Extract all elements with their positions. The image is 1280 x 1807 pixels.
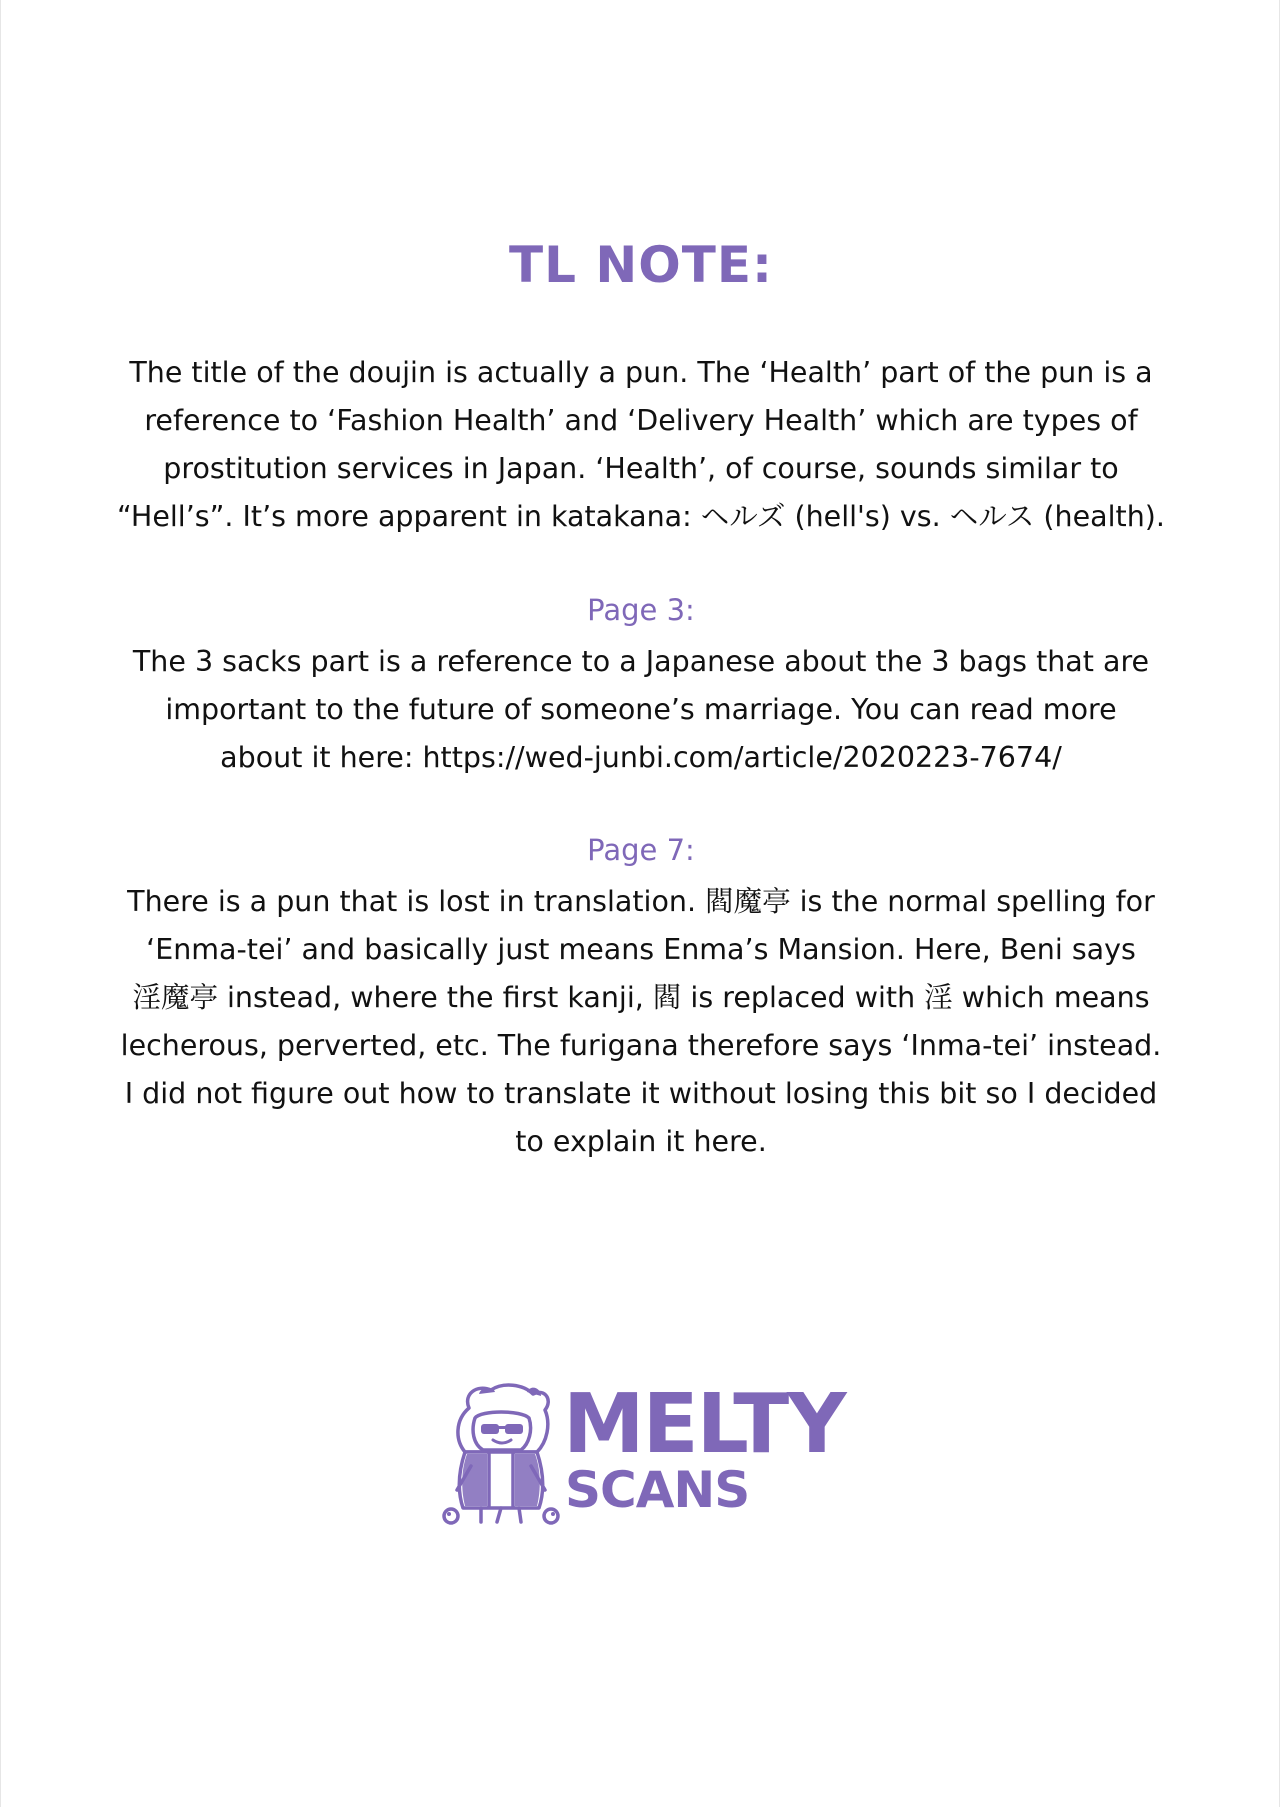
intro-line: “Hell’s”. It’s more apparent in katakana: ヘルズ (hell's) vs. ヘルス (health). xyxy=(117,500,1165,533)
page-7-line: There is a pun that is lost in translation. 閻魔亭 is the normal spelling for xyxy=(127,885,1155,918)
page-3-line: about it here: https://wed-junbi.com/article/2020223-7674/ xyxy=(220,741,1062,774)
page-7-line: ‘Enma-tei’ and basically just means Enma’s Mansion. Here, Beni says xyxy=(146,933,1136,966)
melty-scans-logo xyxy=(441,1377,845,1530)
intro-paragraph xyxy=(81,349,1201,541)
logo-scans-text: SCANS xyxy=(565,1461,750,1519)
page-7-heading: Page 7: xyxy=(587,833,695,867)
intro-line: The title of the doujin is actually a pun. The ‘Health’ part of the pun is a xyxy=(129,356,1153,389)
page-7-line: to explain it here. xyxy=(515,1125,767,1158)
intro-line: reference to ‘Fashion Health’ and ‘Delivery Health’ which are types of xyxy=(144,404,1138,437)
page-7-line: 淫魔亭 instead, where the first kanji, 閻 is replaced with 淫 which means xyxy=(132,981,1150,1014)
page-3-heading: Page 3: xyxy=(587,593,695,627)
page-3-line: important to the future of someone’s marriage. You can read more xyxy=(165,693,1117,726)
page-3-paragraph xyxy=(81,638,1201,782)
intro-line: prostitution services in Japan. ‘Health’, of course, sounds similar to xyxy=(163,452,1119,485)
page-7-paragraph xyxy=(81,878,1201,1166)
page-7-line: lecherous, perverted, etc. The furigana therefore says ‘Inma-tei’ instead. xyxy=(120,1029,1162,1062)
page-3-line: The 3 sacks part is a reference to a Japanese about the 3 bags that are xyxy=(132,645,1150,678)
logo-melty-text: MELTY xyxy=(563,1377,845,1472)
hooded-mascot-icon xyxy=(441,1380,561,1530)
page-7-line: I did not figure out how to translate it without losing this bit so I decided xyxy=(124,1077,1158,1110)
page-title: TL NOTE: xyxy=(509,236,773,294)
